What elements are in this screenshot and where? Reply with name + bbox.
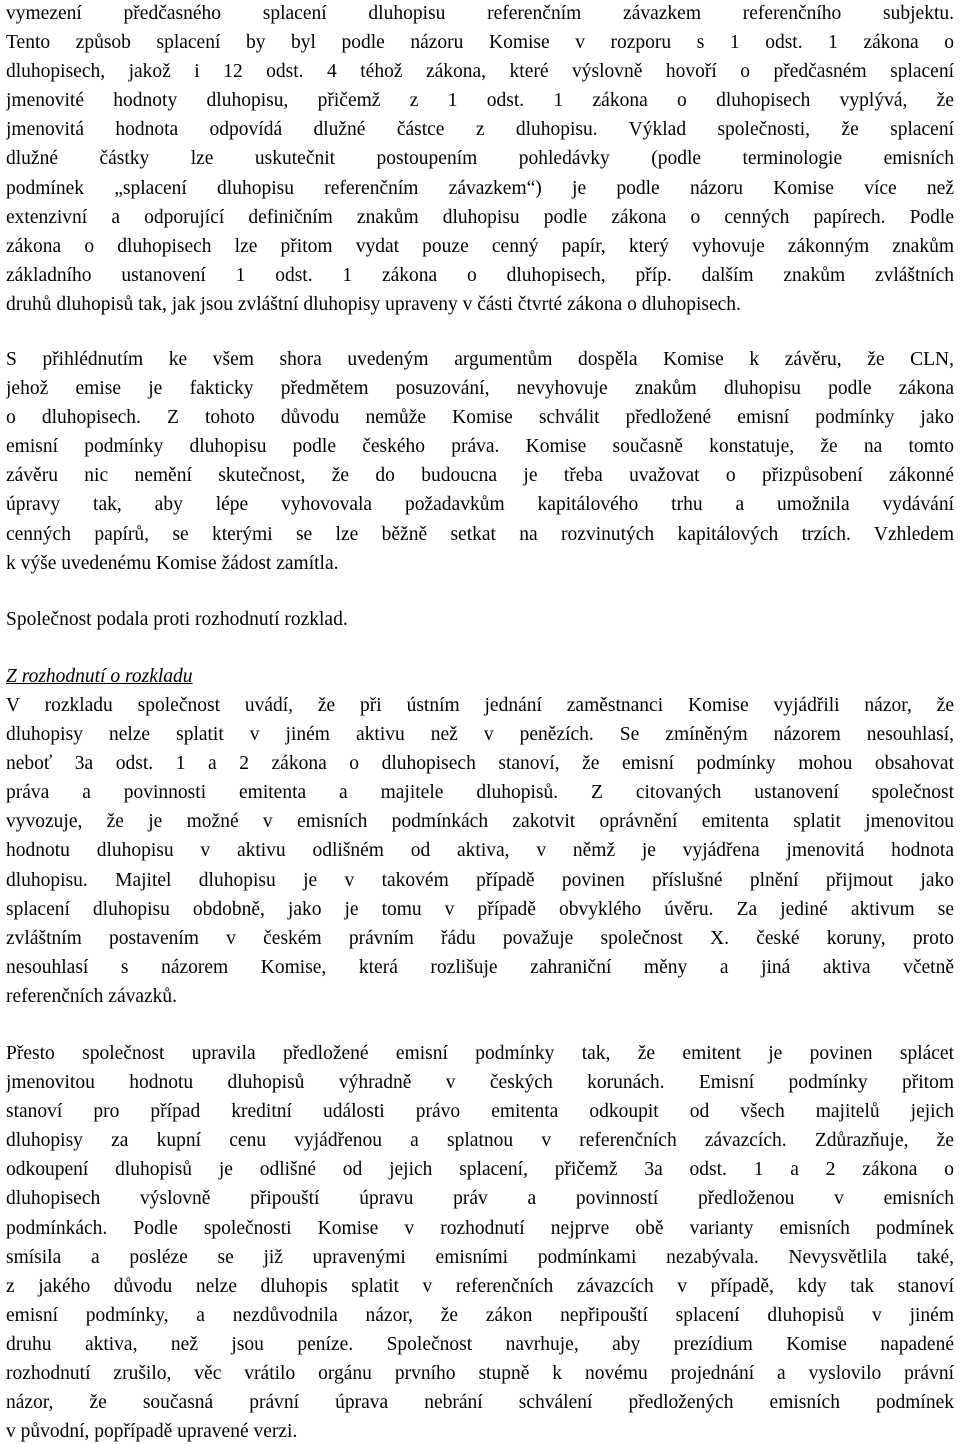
text-line: V rozkladu společnost uvádí, že při ústním jednání zaměstnanci Komise vyjádřili názor, že <box>6 695 954 716</box>
text-line: podmínkách. Podle společnosti Komise v rozhodnutí nejprve obě varianty emisních podmínek <box>6 1217 954 1239</box>
text-line: nesouhlasí s názorem Komise, která rozlišuje zahraniční měny a jiná aktiva včetně <box>6 956 954 978</box>
text-line: dlužné částky lze uskutečnit postoupením pohledávky (podle terminologie emisních <box>6 148 954 170</box>
paragraph-4 <box>0 691 960 1011</box>
section-heading-text: Z rozhodnutí o rozkladu <box>6 666 193 687</box>
text-line: Tento způsob splacení by byl podle názoru Komise v rozporu s 1 odst. 1 zákona o <box>6 32 954 54</box>
text-line: v původní, popřípadě upravené verzi. <box>6 1421 298 1443</box>
text-line: odkoupení dluhopisů je odlišné od jejich splacení, přičemž 3a odst. 1 a 2 zákona o <box>6 1159 954 1181</box>
text-line: druhů dluhopisů tak, jak jsou zvláštní dluhopisy upraveny v části čtvrté zákona o dluhopisech. <box>6 293 741 315</box>
text-line: extenzivní a odporující definičním znakům dluhopisu podle zákona o cenných papírech. Podle <box>6 206 954 228</box>
text-line: jmenovitá hodnota odpovídá dlužné částce z dluhopisu. Výklad společnosti, že splacení <box>6 119 954 141</box>
paragraph-5 <box>0 1039 960 1444</box>
text-line: rozhodnutí zrušilo, věc vrátilo orgánu prvního stupně k novému projednání a vyslovilo právní <box>6 1363 954 1385</box>
section-heading <box>6 662 954 691</box>
text-line: Přesto společnost upravila předložené emisní podmínky tak, že emitent je povinen splácet <box>6 1043 954 1064</box>
text-line: podmínek „splacení dluhopisu referenčním závazkem“) je podle názoru Komise více než <box>6 177 954 199</box>
text-line: Společnost podala proti rozhodnutí rozklad. <box>6 609 348 630</box>
paragraph-3 <box>0 605 960 634</box>
text-line: emisní podmínky, a nezdůvodnila názor, že zákon nepřipouští splacení dluhopisů v jiném <box>6 1304 954 1326</box>
paragraph-1 <box>0 0 960 319</box>
section-heading-block <box>0 662 960 691</box>
text-line: vyvozuje, že je možné v emisních podmínkách zakotvit oprávnění emitenta splatit jmenovitou <box>6 811 954 833</box>
text-line: názor, že současná právní úprava nebrání schválení předložených emisních podmínek <box>6 1392 954 1414</box>
text-line: stanoví pro případ kreditní události právo emitenta odkoupit od všech majitelů jejich <box>6 1101 954 1123</box>
text-line: práva a povinnosti emitenta a majitele dluhopisů. Z citovaných ustanovení společnost <box>6 782 954 804</box>
text-line: závěru nic nemění skutečnost, že do budoucna je třeba uvažovat o přizpůsobení zákonné <box>6 465 954 487</box>
text-line: hodnotu dluhopisu v aktivu odlišném od aktiva, v němž je vyjádřena jmenovitá hodnota <box>6 840 954 862</box>
text-line: dluhopisu. Majitel dluhopisu je v takovém případě povinen příslušné plnění přijmout jako <box>6 869 954 891</box>
text-line: jmenovité hodnoty dluhopisu, přičemž z 1 odst. 1 zákona o dluhopisech vyplývá, že <box>6 90 954 112</box>
text-line: dluhopisech, jakož i 12 odst. 4 téhož zákona, které výslovně hovoří o předčasném splacení <box>6 61 954 83</box>
text-line: vymezení předčasného splacení dluhopisu referenčním závazkem referenčního subjektu. <box>6 3 954 24</box>
text-line: dluhopisy za kupní cenu vyjádřenou a splatnou v referenčních závazcích. Zdůrazňuje, že <box>6 1130 954 1152</box>
text-line: smísila a posléze se již upravenými emisními podmínkami nezabývala. Nevysvětlila také, <box>6 1246 954 1268</box>
text-line: S přihlédnutím ke všem shora uvedeným argumentům dospěla Komise k závěru, že CLN, <box>6 349 954 370</box>
text-line: druhu aktiva, než jsou peníze. Společnost navrhuje, aby prezídium Komise napadené <box>6 1333 954 1355</box>
text-line: z jakého důvodu nelze dluhopis splatit v referenčních závazcích v případě, kdy tak stanoví <box>6 1275 954 1297</box>
text-line: jmenovitou hodnotu dluhopisů výhradně v českých korunách. Emisní podmínky přitom <box>6 1072 954 1094</box>
text-line: dluhopisy nelze splatit v jiném aktivu než v penězích. Se zmíněným názorem nesouhlasí, <box>6 724 954 746</box>
text-line: referenčních závazků. <box>6 985 178 1007</box>
text-line: o dluhopisech. Z tohoto důvodu nemůže Komise schválit předložené emisní podmínky jako <box>6 407 954 429</box>
text-line: úpravy tak, aby lépe vyhovovala požadavkům kapitálového trhu a umožnila vydávání <box>6 494 954 516</box>
text-line: neboť 3a odst. 1 a 2 zákona o dluhopisech stanoví, že emisní podmínky mohou obsahovat <box>6 753 954 775</box>
text-line: cenných papírů, se kterými se lze běžně setkat na rozvinutých kapitálových trzích. Vzhledem <box>6 523 954 545</box>
text-line: zákona o dluhopisech lze přitom vydat pouze cenný papír, který vyhovuje zákonným znakům <box>6 235 954 257</box>
text-line: k výše uvedenému Komise žádost zamítla. <box>6 552 339 574</box>
text-line: emisní podmínky dluhopisu podle českého práva. Komise současně konstatuje, že na tomto <box>6 436 954 458</box>
text-line: dluhopisech výslovně připouští úpravu práv a povinností předloženou v emisních <box>6 1188 954 1210</box>
text-line: zvláštním postavením v českém právním řádu považuje společnost X. české koruny, proto <box>6 927 954 949</box>
text-line: splacení dluhopisu obdobně, jako je tomu v případě obvyklého úvěru. Za jediné aktivum se <box>6 898 954 920</box>
text-line: základního ustanovení 1 odst. 1 zákona o dluhopisech, příp. dalším znakům zvláštních <box>6 264 954 286</box>
text-line: jehož emise je fakticky předmětem posuzování, nevyhovuje znakům dluhopisu podle zákona <box>6 378 954 400</box>
paragraph-2 <box>0 345 960 578</box>
